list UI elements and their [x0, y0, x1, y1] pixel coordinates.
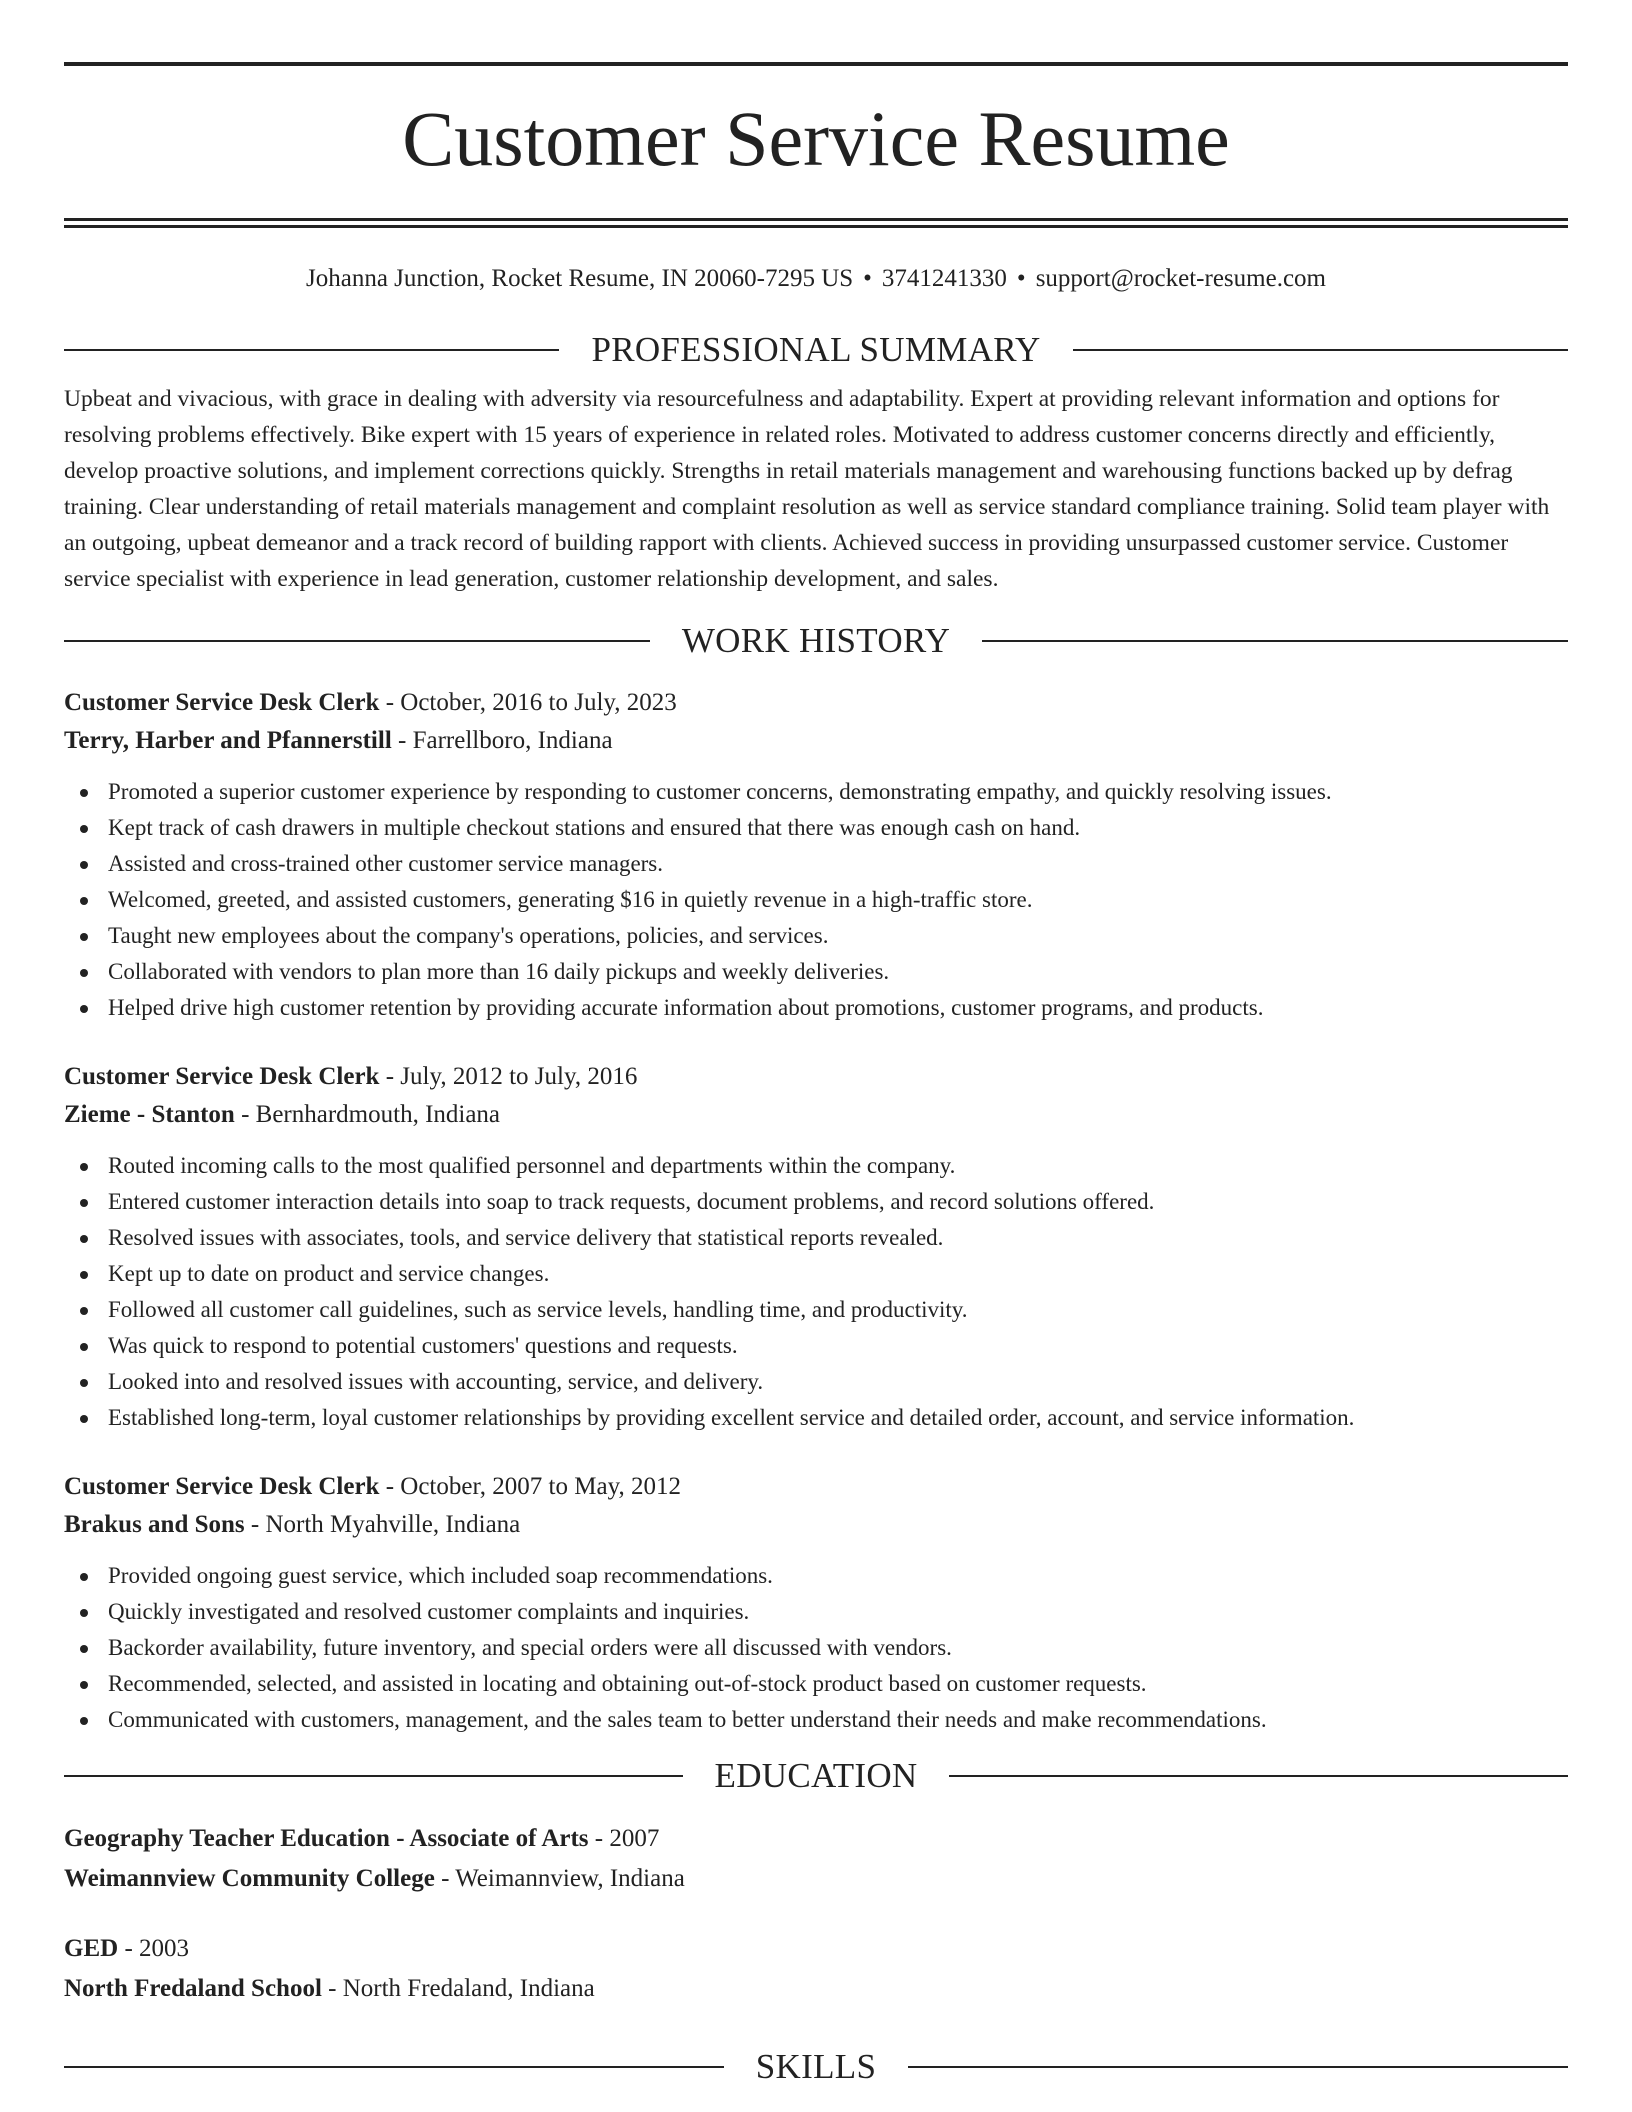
education-heading-label: EDUCATION: [714, 1756, 918, 1795]
work-history-list: [64, 684, 1568, 1738]
job-entry: [64, 1058, 1568, 1436]
dash-separator: -: [234, 1101, 256, 1128]
bullet-item: [64, 918, 1568, 954]
bullet-item: [64, 1666, 1568, 1702]
contact-line: [64, 264, 1568, 294]
dash-separator: -: [391, 727, 413, 754]
skills-heading: [64, 2049, 1568, 2084]
job-location: North Myahville, Indiana: [265, 1511, 521, 1538]
bullet-dot-icon: [80, 1199, 88, 1207]
heading-rule-right: [908, 2066, 1568, 2068]
bullet-text: Entered customer interaction details into soap to track requests, document problems, and record solutions offered.: [108, 1189, 1155, 1214]
dash-separator: -: [379, 1473, 401, 1500]
bullet-text: Provided ongoing guest service, which included soap recommendations.: [108, 1563, 773, 1588]
bullet-item: [64, 1220, 1568, 1256]
job-bullets: [64, 774, 1568, 1026]
bullet-item: [64, 1630, 1568, 1666]
heading-rule-left: [64, 640, 650, 642]
bullet-text: Promoted a superior customer experience by responding to customer concerns, demonstrating empathy, and quickly resolving issues.: [108, 779, 1332, 804]
job-company: Terry, Harber and Pfannerstill: [64, 727, 392, 754]
bullet-dot-icon: [80, 1235, 88, 1243]
job-title: Customer Service Desk Clerk: [64, 1063, 380, 1090]
job-company-line: [64, 1506, 1568, 1544]
contact-separator: •: [1016, 265, 1026, 292]
bullet-dot-icon: [80, 1343, 88, 1351]
education-entry: [64, 1929, 1568, 2009]
bullet-text: Kept track of cash drawers in multiple checkout stations and ensured that there was enough cash on hand.: [108, 815, 1081, 840]
bullet-text: Established long-term, loyal customer relationships by providing excellent service and detailed order, account, and service information.: [108, 1405, 1355, 1430]
bullet-text: Followed all customer call guidelines, such as service levels, handling time, and productivity.: [108, 1297, 968, 1322]
education-year: 2003: [139, 1935, 190, 1962]
bullet-dot-icon: [80, 1005, 88, 1013]
bullet-text: Assisted and cross-trained other customer service managers.: [108, 851, 664, 876]
bullet-text: Recommended, selected, and assisted in locating and obtaining out-of-stock product based on customer requests.: [108, 1671, 1147, 1696]
skills-heading-label: SKILLS: [755, 2047, 877, 2086]
bullet-item: [64, 1400, 1568, 1436]
bullet-item: [64, 1328, 1568, 1364]
bullet-text: Looked into and resolved issues with accounting, service, and delivery.: [108, 1369, 764, 1394]
job-dates: October, 2007 to May, 2012: [400, 1473, 681, 1500]
bullet-dot-icon: [80, 789, 88, 797]
bullet-dot-icon: [80, 1271, 88, 1279]
dash-separator: -: [588, 1825, 610, 1852]
heading-rule-right: [982, 640, 1568, 642]
bullet-dot-icon: [80, 1645, 88, 1653]
job-bullets: [64, 1558, 1568, 1738]
bullet-text: Routed incoming calls to the most qualified personnel and departments within the company.: [108, 1153, 956, 1178]
bullet-text: Quickly investigated and resolved customer complaints and inquiries.: [108, 1599, 750, 1624]
bullet-item: [64, 1702, 1568, 1738]
job-title: Customer Service Desk Clerk: [64, 1473, 380, 1500]
bullet-text: Welcomed, greeted, and assisted customers, generating $16 in quietly revenue in a high-traffic store.: [108, 887, 1033, 912]
bullet-item: [64, 990, 1568, 1026]
dash-separator: -: [118, 1935, 140, 1962]
bullet-item: [64, 846, 1568, 882]
job-dates: October, 2016 to July, 2023: [400, 689, 677, 716]
page-title: Customer Service Resume: [402, 95, 1230, 182]
bullet-item: [64, 1594, 1568, 1630]
education-heading: [64, 1758, 1568, 1793]
title-double-rule: [64, 218, 1568, 228]
education-list: [64, 1819, 1568, 2009]
bullet-dot-icon: [80, 1609, 88, 1617]
job-location: Bernhardmouth, Indiana: [255, 1101, 501, 1128]
bullet-item: [64, 882, 1568, 918]
education-school: Weimannview Community College: [64, 1865, 435, 1892]
bullet-text: Resolved issues with associates, tools, and service delivery that statistical reports revealed.: [108, 1225, 944, 1250]
bullet-dot-icon: [80, 1379, 88, 1387]
heading-rule-left: [64, 349, 559, 351]
contact-separator: •: [863, 265, 872, 292]
bullet-item: [64, 774, 1568, 810]
job-title-line: [64, 1468, 1568, 1506]
job-entry: [64, 684, 1568, 1026]
job-location: Farrellboro, Indiana: [412, 727, 613, 754]
bullet-text: Collaborated with vendors to plan more than 16 daily pickups and weekly deliveries.: [108, 959, 890, 984]
bullet-dot-icon: [80, 969, 88, 977]
contact-phone: 3741241330: [881, 265, 1007, 292]
summary-heading: [64, 332, 1568, 367]
summary-heading-label: PROFESSIONAL SUMMARY: [591, 330, 1041, 369]
bullet-text: Taught new employees about the company's operations, policies, and services.: [108, 923, 829, 948]
bullet-dot-icon: [80, 1573, 88, 1581]
bullet-dot-icon: [80, 861, 88, 869]
job-company: Zieme - Stanton: [64, 1101, 235, 1128]
heading-rule-left: [64, 1775, 683, 1777]
contact-address: Johanna Junction, Rocket Resume, IN 20060-7295 US: [306, 265, 854, 292]
bullet-item: [64, 1256, 1568, 1292]
job-dates: July, 2012 to July, 2016: [400, 1063, 638, 1090]
bullet-dot-icon: [80, 1415, 88, 1423]
work-history-heading-label: WORK HISTORY: [681, 621, 951, 660]
bullet-item: [64, 1148, 1568, 1184]
bullet-dot-icon: [80, 1717, 88, 1725]
education-school-line: [64, 1969, 1568, 2009]
job-entry: [64, 1468, 1568, 1738]
dash-separator: -: [244, 1511, 266, 1538]
heading-rule-right: [949, 1775, 1568, 1777]
education-degree: Geography Teacher Education - Associate of Arts: [64, 1825, 589, 1852]
bullet-text: Backorder availability, future inventory, and special orders were all discussed with vendors.: [108, 1635, 952, 1660]
bullet-dot-icon: [80, 933, 88, 941]
contact-email: support@rocket-resume.com: [1035, 265, 1326, 292]
bullet-item: [64, 1558, 1568, 1594]
dash-separator: -: [379, 1063, 401, 1090]
summary-text: Upbeat and vivacious, with grace in dealing with adversity via resourcefulness and adaptability. Expert at providing relevant information and options for resolving problems effectively. Bike expert with 15 years of experience in related roles. Motivated to address customer concerns directly and efficiently, develop proactive solutions, and implement corrections quickly. Strengths in retail materials management and warehousing functions backed up by defrag training. Clear understanding of retail materials management and complaint resolution as well as service standard compliance training. Solid team player with an outgoing, upbeat demeanor and a track record of building rapport with clients. Achieved success in providing unsurpassed customer service. Customer service specialist with experience in lead generation, customer relationship development, and sales.: [64, 386, 1550, 592]
job-company-line: [64, 722, 1568, 760]
dash-separator: -: [321, 1975, 343, 2002]
bullet-item: [64, 954, 1568, 990]
bullet-item: [64, 810, 1568, 846]
bullet-dot-icon: [80, 1163, 88, 1171]
job-company: Brakus and Sons: [64, 1511, 245, 1538]
job-company-line: [64, 1096, 1568, 1134]
education-location: North Fredaland, Indiana: [342, 1975, 595, 2002]
bullet-dot-icon: [80, 1307, 88, 1315]
education-year: 2007: [609, 1825, 660, 1852]
bullet-item: [64, 1292, 1568, 1328]
education-entry: [64, 1819, 1568, 1899]
dash-separator: -: [434, 1865, 456, 1892]
education-degree: GED: [64, 1935, 119, 1962]
job-title-line: [64, 684, 1568, 722]
bullet-text: Was quick to respond to potential customers' questions and requests.: [108, 1333, 738, 1358]
job-title: Customer Service Desk Clerk: [64, 689, 380, 716]
education-degree-line: [64, 1929, 1568, 1969]
education-location: Weimannview, Indiana: [455, 1865, 685, 1892]
bullet-dot-icon: [80, 897, 88, 905]
bullet-item: [64, 1184, 1568, 1220]
work-history-heading: [64, 623, 1568, 658]
dash-separator: -: [379, 689, 401, 716]
bullet-dot-icon: [80, 825, 88, 833]
education-school: North Fredaland School: [64, 1975, 322, 2002]
bullet-text: Kept up to date on product and service changes.: [108, 1261, 550, 1286]
job-title-line: [64, 1058, 1568, 1096]
heading-rule-left: [64, 2066, 724, 2068]
bullet-item: [64, 1364, 1568, 1400]
bullet-text: Helped drive high customer retention by providing accurate information about promotions, customer programs, and products.: [108, 995, 1264, 1020]
heading-rule-right: [1073, 349, 1568, 351]
bullet-dot-icon: [80, 1681, 88, 1689]
bullet-text: Communicated with customers, management, and the sales team to better understand their needs and make recommendations.: [108, 1707, 1267, 1732]
education-degree-line: [64, 1819, 1568, 1859]
education-school-line: [64, 1859, 1568, 1899]
job-bullets: [64, 1148, 1568, 1436]
